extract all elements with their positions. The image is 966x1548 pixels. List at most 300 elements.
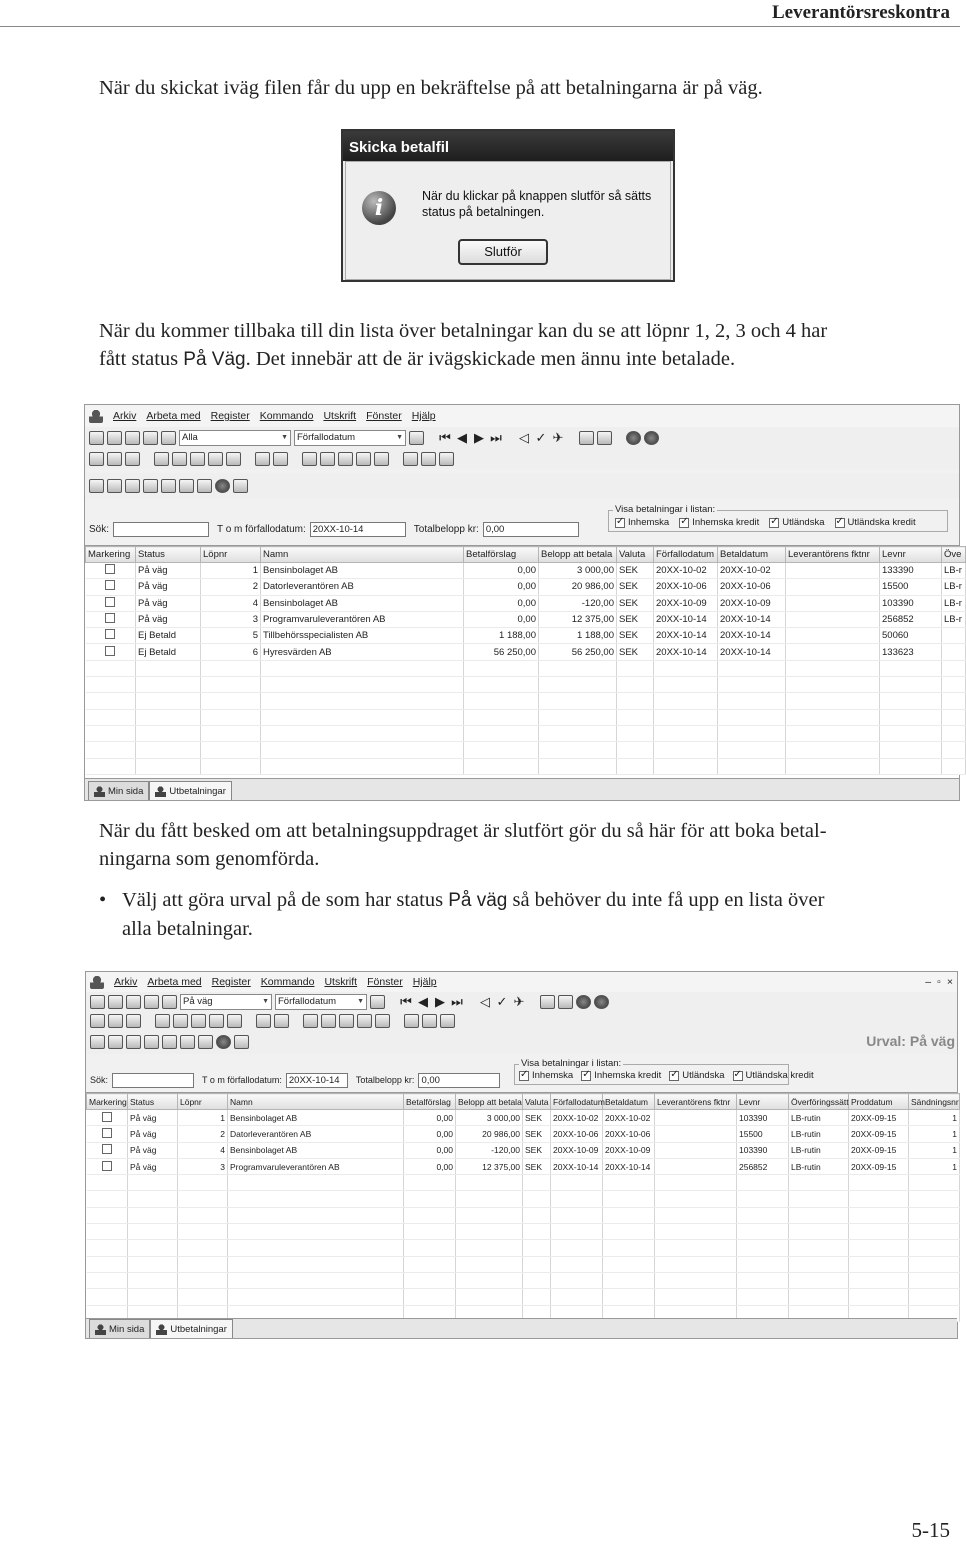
filter-foreign-credit[interactable] [733,1070,814,1081]
menu-register[interactable]: Register [210,410,250,422]
row-select-checkbox[interactable] [86,611,136,627]
tab-min-sida[interactable] [88,781,149,800]
table-cell: LB-rutin [789,1126,849,1142]
column-header[interactable]: Löpnr [201,547,261,563]
column-header[interactable]: Status [136,547,201,563]
table-row[interactable] [87,1126,960,1142]
bullet-marker: • [99,889,107,911]
empty-cell [603,1289,655,1305]
table-cell: 0,00 [464,611,539,627]
column-header[interactable]: Belopp att betala [456,1094,523,1110]
table-cell: 2 [201,579,261,595]
previous-record-icon[interactable]: ◀ [457,429,467,445]
toolbar-actions [86,1030,957,1054]
empty-cell [718,660,786,676]
finish-button[interactable]: Slutför [458,239,548,265]
empty-cell [786,758,880,774]
supplier-icon[interactable] [89,452,104,466]
text-fragment: . Det innebär att de är ivägskickade men ännu inte betalade. [245,348,736,370]
column-header[interactable]: Förfallodatum [551,1094,603,1110]
table-row[interactable] [86,563,966,579]
empty-cell [456,1191,523,1207]
list-icon[interactable] [90,995,105,1009]
table-cell: Ej Betald [136,628,201,644]
checkbox[interactable] [102,1112,112,1122]
empty-cell [942,693,966,709]
total-amount-input[interactable]: 0,00 [483,522,579,537]
approve-icon[interactable]: ✓ [496,993,508,1009]
register-icon[interactable] [154,452,169,466]
checkbox[interactable] [105,564,115,574]
empty-cell [128,1256,178,1272]
action-icon[interactable] [144,1035,159,1049]
first-record-icon[interactable]: ⏮ [400,993,412,1009]
action-icon[interactable] [89,479,104,493]
action-icon[interactable] [180,1035,195,1049]
column-header[interactable]: Leverantörens fktnr [786,547,880,563]
search-bar [85,499,959,545]
checkbox[interactable] [519,1071,529,1081]
column-header[interactable]: Öve [942,547,966,563]
menu-arbeta-med[interactable]: Arbeta med [146,410,201,422]
table-cell: 20XX-10-09 [718,595,786,611]
empty-cell [654,677,718,693]
table-cell: SEK [523,1142,551,1158]
supplier-icon[interactable] [90,1014,105,1028]
table-cell [786,563,880,579]
column-header[interactable]: Markering [87,1094,128,1110]
last-record-icon[interactable]: ⏭ [490,429,502,445]
empty-cell [128,1272,178,1288]
minimize-icon[interactable]: – [925,976,932,988]
table-row[interactable] [86,628,966,644]
table-cell: 20XX-09-15 [849,1126,909,1142]
empty-cell [178,1191,228,1207]
report-icon[interactable] [190,452,205,466]
table-cell: 3 [178,1158,228,1174]
table-cell: Hyresvärden AB [261,644,464,660]
empty-cell [786,742,880,758]
register-icon[interactable] [155,1014,170,1028]
copy-icon[interactable] [144,995,159,1009]
filter-foreign-credit[interactable] [835,517,916,528]
refresh-icon[interactable] [409,431,424,445]
calendar-icon[interactable] [339,1014,354,1028]
search-doc-icon[interactable] [303,1014,318,1028]
checkbox[interactable] [105,629,115,639]
checkbox[interactable] [769,518,779,528]
checkbox[interactable] [679,518,689,528]
filter-domestic-credit[interactable] [581,1070,661,1081]
empty-cell [523,1175,551,1191]
row-select-checkbox[interactable] [86,579,136,595]
invoice-icon[interactable] [107,452,122,466]
empty-cell [849,1256,909,1272]
checkbox[interactable] [102,1161,112,1171]
action-icon[interactable] [108,1035,123,1049]
row-select-checkbox[interactable] [87,1142,128,1158]
status-term: På Väg [183,349,246,370]
money-icon[interactable] [273,452,288,466]
sort-select[interactable] [275,994,367,1010]
empty-cell [261,677,464,693]
paragraph-line: När du fått besked om att betalningsuppdraget är slutfört gör du så här för att boka betal- [99,820,827,842]
filter-label: Utländska kredit [745,1070,814,1081]
close-icon[interactable]: × [946,976,953,988]
checkbox[interactable] [733,1071,743,1081]
empty-cell [786,660,880,676]
filter-domestic[interactable] [519,1070,573,1081]
folder-icon[interactable] [321,1014,336,1028]
empty-row [87,1191,960,1207]
next-record-icon[interactable]: ▶ [474,429,484,445]
row-select-checkbox[interactable] [86,644,136,660]
column-header[interactable]: Levnr [737,1094,789,1110]
folder-icon[interactable] [320,452,335,466]
column-header[interactable]: Betaldatum [603,1094,655,1110]
empty-cell [909,1175,960,1191]
empty-cell [655,1240,737,1256]
menu-kommando[interactable]: Kommando [259,410,314,422]
table-cell: 0,00 [404,1110,456,1126]
speaker-icon[interactable]: ◁ [519,429,529,445]
globe-icon[interactable] [644,431,659,445]
action-icon[interactable] [216,1035,231,1049]
empty-cell [201,758,261,774]
menu-utskrift[interactable]: Utskrift [323,410,357,422]
table-cell: Programvaruleverantören AB [228,1158,404,1174]
empty-cell [456,1289,523,1305]
refresh-icon[interactable] [370,995,385,1009]
tab-min-sida[interactable] [89,1319,150,1338]
empty-cell [201,709,261,725]
preview-icon[interactable] [597,431,612,445]
table-row[interactable] [87,1110,960,1126]
person-icon[interactable] [356,452,371,466]
stack-money-icon[interactable] [421,452,436,466]
filter-select-value: Alla [182,432,198,443]
first-record-icon[interactable]: ⏮ [439,429,451,445]
stack-report-icon[interactable] [440,1014,455,1028]
column-header[interactable]: Status [128,1094,178,1110]
checkbox[interactable] [615,518,625,528]
column-header[interactable]: Valuta [523,1094,551,1110]
tab-label: Min sida [109,1323,145,1335]
action-icon[interactable] [107,479,122,493]
report-icon[interactable] [191,1014,206,1028]
table-cell: SEK [523,1110,551,1126]
empty-cell [737,1272,789,1288]
menu-fonster[interactable]: Fönster [366,410,402,422]
table-row[interactable] [86,595,966,611]
action-icon[interactable] [234,1035,249,1049]
user-icon [156,1324,167,1335]
empty-cell [261,758,464,774]
table-cell: På väg [136,563,201,579]
empty-cell [178,1240,228,1256]
table-cell: LB-rutin [789,1110,849,1126]
menu-arbeta-med[interactable]: Arbeta med [147,976,202,988]
filter-label: Inhemska [628,517,670,528]
empty-cell [909,1224,960,1240]
menu-arkiv[interactable]: Arkiv [114,976,138,988]
paragraph-confirmation: När du skickat iväg filen får du upp en bekräftelse på att betalningarna är på väg. [99,77,763,99]
checkbox[interactable] [105,646,115,656]
empty-cell [136,758,201,774]
column-header[interactable]: Valuta [617,547,654,563]
help-icon[interactable] [576,995,591,1009]
action-icon[interactable] [162,1035,177,1049]
action-icon[interactable] [198,1035,213,1049]
table-cell: SEK [617,644,654,660]
table-row[interactable] [87,1142,960,1158]
empty-row [87,1240,960,1256]
action-icon[interactable] [233,479,248,493]
empty-cell [456,1256,523,1272]
empty-cell [617,693,654,709]
menu-kommando[interactable]: Kommando [260,976,315,988]
table-cell [786,595,880,611]
filter-select-value: På väg [183,996,213,1007]
filter-domestic-credit[interactable] [679,517,759,528]
action-icon[interactable] [90,1035,105,1049]
empty-cell [228,1191,404,1207]
empty-cell [86,725,136,741]
checkbox[interactable] [102,1128,112,1138]
payment-icon[interactable] [125,452,140,466]
column-header[interactable]: Förfallodatum [654,547,718,563]
row-select-checkbox[interactable] [87,1158,128,1174]
table-cell: SEK [617,595,654,611]
stack-icon[interactable] [404,1014,419,1028]
table-cell: 20XX-10-02 [603,1110,655,1126]
empty-cell [551,1272,603,1288]
empty-cell [539,660,617,676]
empty-cell [849,1224,909,1240]
table-row[interactable] [87,1158,960,1174]
empty-cell [128,1289,178,1305]
calendar-icon[interactable] [338,452,353,466]
paragraph-line: När du kommer tillbaka till din lista över betalningar kan du se att löpnr 1, 2, 3 och 4 har [99,320,828,342]
menu-hjalp[interactable]: Hjälp [412,976,437,988]
column-header[interactable]: Överföringssätt [789,1094,849,1110]
action-icon[interactable] [125,479,140,493]
paragraph-line: alla betalningar. [122,918,253,940]
archive-icon[interactable] [226,452,241,466]
filter-foreign[interactable] [669,1070,724,1081]
empty-cell [880,693,942,709]
table-cell: 20XX-10-02 [718,563,786,579]
payments-table [85,546,966,775]
person-icon[interactable] [357,1014,372,1028]
stack-report-icon[interactable] [439,452,454,466]
preview-icon[interactable] [558,995,573,1009]
table-row[interactable] [86,611,966,627]
archive-icon[interactable] [227,1014,242,1028]
menu-fonster[interactable]: Fönster [367,976,403,988]
filtered-payments-window [85,971,958,1339]
approve-icon[interactable]: ✓ [535,429,547,445]
sort-select[interactable] [294,430,406,446]
menu-hjalp[interactable]: Hjälp [411,410,436,422]
action-icon[interactable] [197,479,212,493]
due-date-input[interactable]: 20XX-10-14 [310,522,406,537]
document-icon[interactable] [255,452,270,466]
chevron-down-icon: ▼ [281,434,288,441]
stack-icon[interactable] [403,452,418,466]
action-icon[interactable] [126,1035,141,1049]
total-amount-input[interactable]: 0,00 [418,1073,500,1088]
handshake-icon[interactable] [374,452,389,466]
empty-cell [464,758,539,774]
empty-cell [551,1256,603,1272]
search-input[interactable] [113,522,209,537]
table-cell: 1 [909,1126,960,1142]
user-icon[interactable] [209,1014,224,1028]
send-icon[interactable]: ✈ [552,429,564,445]
table-cell: 20XX-10-14 [718,611,786,627]
stack-money-icon[interactable] [422,1014,437,1028]
globe-icon[interactable] [594,995,609,1009]
search-label: Sök: [90,1075,109,1085]
table-cell: 5 [201,628,261,644]
info-icon: i [362,191,396,225]
empty-cell [617,758,654,774]
restore-icon[interactable]: ▫ [937,976,941,988]
payments-table [86,1093,960,1322]
action-icon[interactable] [161,479,176,493]
table-row[interactable] [86,579,966,595]
table-cell: Datorleverantören AB [228,1126,404,1142]
checkbox[interactable] [102,1144,112,1154]
column-header[interactable]: Löpnr [178,1094,228,1110]
table-cell: LB-r [942,563,966,579]
checkbox[interactable] [105,597,115,607]
empty-cell [789,1207,849,1223]
menu-utskrift[interactable]: Utskrift [324,976,358,988]
menu-register[interactable]: Register [211,976,251,988]
payments-grid-area [86,1092,957,1320]
edit-icon[interactable] [126,995,141,1009]
tab-utbetalningar[interactable] [150,1319,233,1338]
send-icon[interactable]: ✈ [513,993,525,1009]
empty-cell [228,1272,404,1288]
empty-cell [128,1224,178,1240]
row-select-checkbox[interactable] [86,563,136,579]
empty-cell [261,660,464,676]
selection-label: Urval: På väg [866,1033,955,1049]
payments-window [84,404,960,801]
table-cell: 0,00 [464,579,539,595]
invoice-icon[interactable] [108,1014,123,1028]
filter-select[interactable] [180,994,272,1010]
previous-record-icon[interactable]: ◀ [418,993,428,1009]
tab-label: Utbetalningar [170,1323,227,1335]
checkbox[interactable] [581,1071,591,1081]
empty-cell [737,1240,789,1256]
checkbox[interactable] [105,580,115,590]
column-header[interactable]: Proddatum [849,1094,909,1110]
column-header[interactable]: Betalförslag [404,1094,456,1110]
row-select-checkbox[interactable] [86,628,136,644]
document-icon[interactable] [256,1014,271,1028]
checkbox[interactable] [669,1071,679,1081]
user-icon[interactable] [208,452,223,466]
print-icon[interactable] [540,995,555,1009]
column-header[interactable]: Betalförslag [464,547,539,563]
search-doc-icon[interactable] [302,452,317,466]
empty-cell [228,1207,404,1223]
table-cell: 0,00 [404,1142,456,1158]
checkbox[interactable] [105,613,115,623]
column-header[interactable]: Levnr [880,547,942,563]
action-icon[interactable] [143,479,158,493]
table-cell: 12 375,00 [456,1158,523,1174]
due-date-input[interactable]: 20XX-10-14 [286,1073,348,1088]
filter-select[interactable] [179,430,291,446]
empty-cell [551,1289,603,1305]
payment-icon[interactable] [126,1014,141,1028]
row-select-checkbox[interactable] [87,1126,128,1142]
print-icon[interactable] [579,431,594,445]
table-cell: 20XX-10-09 [551,1142,603,1158]
column-header[interactable]: Markering [86,547,136,563]
money-icon[interactable] [274,1014,289,1028]
column-header[interactable]: Sändningsnr [909,1094,960,1110]
new-icon[interactable] [107,431,122,445]
copy-icon[interactable] [143,431,158,445]
empty-row [86,758,966,774]
speaker-icon[interactable]: ◁ [480,993,490,1009]
help-icon[interactable] [626,431,641,445]
edit-icon[interactable] [125,431,140,445]
row-select-checkbox[interactable] [86,595,136,611]
column-header[interactable]: Leverantörens fktnr [655,1094,737,1110]
ledger-icon[interactable] [173,1014,188,1028]
handshake-icon[interactable] [375,1014,390,1028]
table-cell: 256852 [737,1158,789,1174]
empty-cell [523,1224,551,1240]
action-icon[interactable] [179,479,194,493]
empty-cell [603,1240,655,1256]
next-record-icon[interactable]: ▶ [435,993,445,1009]
column-header[interactable]: Betaldatum [718,547,786,563]
last-record-icon[interactable]: ⏭ [451,993,463,1009]
filter-foreign[interactable] [769,517,824,528]
action-icon[interactable] [215,479,230,493]
new-icon[interactable] [108,995,123,1009]
empty-cell [617,660,654,676]
row-select-checkbox[interactable] [87,1110,128,1126]
list-icon[interactable] [89,431,104,445]
delete-icon[interactable] [162,995,177,1009]
empty-cell [87,1191,128,1207]
checkbox[interactable] [835,518,845,528]
table-cell: 1 [178,1110,228,1126]
search-input[interactable] [112,1073,194,1088]
table-row[interactable] [86,644,966,660]
menu-arkiv[interactable]: Arkiv [113,410,137,422]
tab-utbetalningar[interactable] [149,781,232,800]
filter-domestic[interactable] [615,517,669,528]
delete-icon[interactable] [161,431,176,445]
total-amount-label: Totalbelopp kr: [355,1075,415,1085]
column-header[interactable]: Namn [228,1094,404,1110]
column-header[interactable]: Belopp att betala [539,547,617,563]
column-header[interactable]: Namn [261,547,464,563]
chevron-down-icon: ▼ [396,434,403,441]
ledger-icon[interactable] [172,452,187,466]
